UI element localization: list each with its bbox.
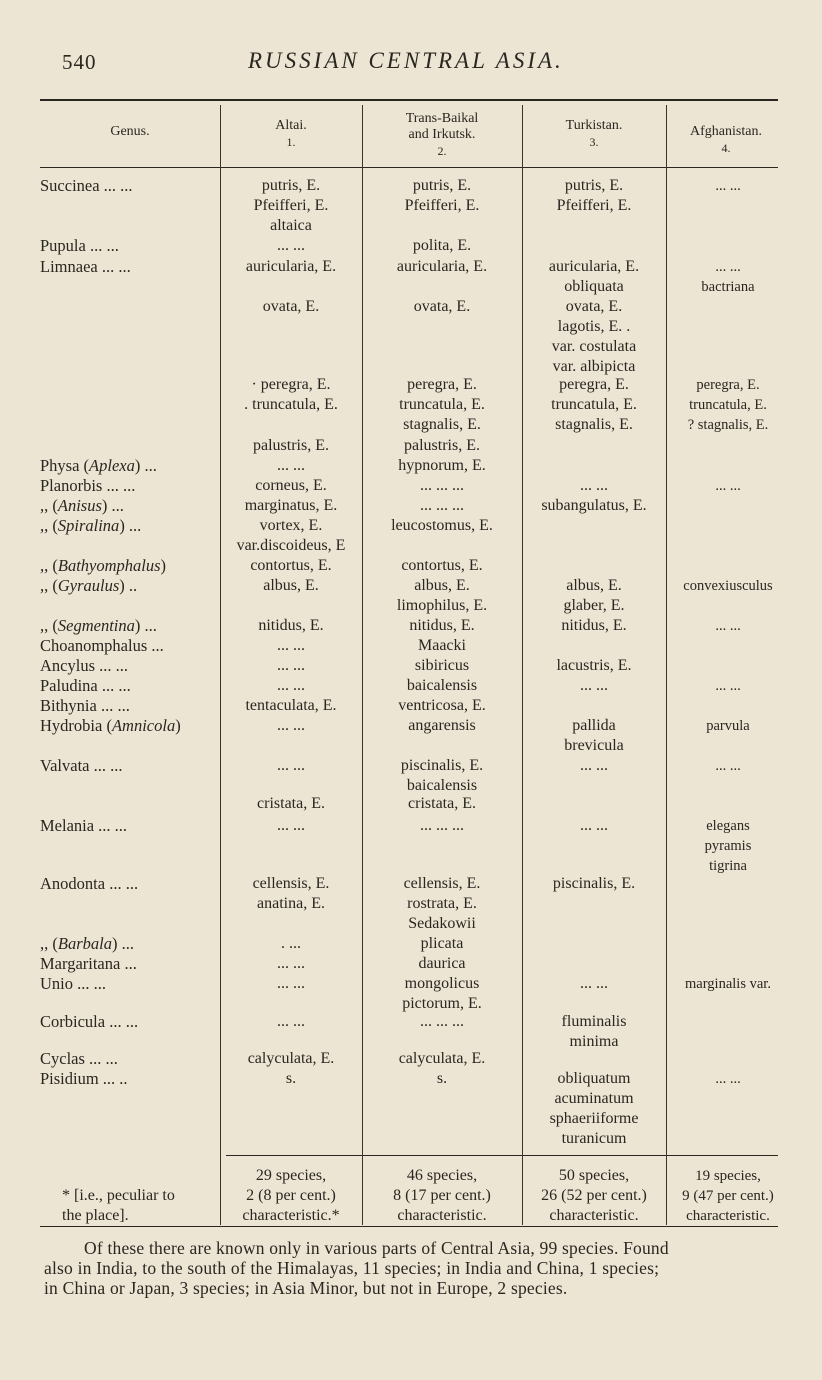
genus-label: ,, (Segmentina) ... xyxy=(40,616,157,635)
cell-transbaikal: leucostomus, E. xyxy=(391,517,493,534)
cell-altai: contortus, E. xyxy=(250,557,332,574)
cell-altai: ... ... xyxy=(277,637,305,654)
cell-transbaikal: ... ... ... xyxy=(420,817,464,834)
cell-afghanistan: ... ... xyxy=(715,618,741,634)
totals-top-rule xyxy=(226,1155,778,1156)
genus-label: ,, (Anisus) ... xyxy=(40,496,124,515)
cell-turkistan: obliquatum acuminatum sphaeriiforme turanicum xyxy=(549,1070,639,1147)
cell-altai: ovata, E. xyxy=(262,298,320,315)
cell-turkistan: albus, E. glaber, E. xyxy=(563,577,625,614)
table-bottom-rule xyxy=(40,1226,778,1227)
cell-turkistan: ... ... xyxy=(580,477,608,494)
cell-transbaikal: albus, E. limophilus, E. xyxy=(396,577,488,614)
cell-altai: putris, E. Pfeifferi, E. altaica xyxy=(253,177,329,234)
genus-label: Corbicula ... ... xyxy=(40,1012,139,1031)
cell-turkistan: pallida brevicula xyxy=(564,717,624,754)
subgenus-name: Barbala xyxy=(57,934,112,953)
cell-transbaikal: ... ... ... xyxy=(420,1013,464,1030)
summary-line-1: Of these there are known only in various parts of Central Asia, 99 species. Found xyxy=(84,1238,669,1258)
header-afghanistan-label: Afghanistan. xyxy=(690,124,762,139)
cell-altai: ... ... xyxy=(277,1013,305,1030)
genus-label: Melania ... ... xyxy=(40,816,128,835)
cell-turkistan: ... ... xyxy=(580,677,608,694)
cell-afghanistan: marginalis var. xyxy=(685,976,771,992)
cell-transbaikal: piscinalis, E. baicalensis xyxy=(400,757,484,794)
subgenus-name: Bathyomphalus xyxy=(57,556,161,575)
page-header xyxy=(62,50,782,90)
cell-afghanistan: ... ... bactriana xyxy=(701,259,755,295)
summary-line-3: in China or Japan, 3 species; in Asia Minor, but not in Europe, 2 species. xyxy=(44,1278,568,1298)
cell-altai: vortex, E. var.discoideus, E xyxy=(236,517,346,554)
cell-transbaikal: daurica xyxy=(418,955,466,972)
cell-turkistan: piscinalis, E. xyxy=(552,875,636,892)
genus-label: Ancylus ... ... xyxy=(40,656,128,675)
cell-altai: ... ... xyxy=(277,955,305,972)
cell-altai: ... ... xyxy=(277,975,305,992)
table-top-rule xyxy=(40,99,778,101)
header-turkistan-num: 3. xyxy=(589,135,599,149)
cell-altai: ... ... xyxy=(277,657,305,674)
cell-afghanistan: elegans pyramis tigrina xyxy=(704,818,752,874)
genus-label: Margaritana ... xyxy=(40,954,137,973)
genus-label: Choanomphalus ... xyxy=(40,636,164,655)
cell-transbaikal: Maacki xyxy=(418,637,466,654)
cell-altai: cellensis, E. anatina, E. xyxy=(252,875,330,912)
cell-transbaikal: cristata, E. xyxy=(408,795,476,812)
header-altai-num: 1. xyxy=(286,135,296,149)
cell-turkistan: ovata, E. lagotis, E. . var. costulata var. albipicta xyxy=(551,298,637,375)
genus-label: Limnaea ... ... xyxy=(40,257,131,276)
header-afghanistan-num: 4. xyxy=(721,141,731,155)
genus-label: Paludina ... ... xyxy=(40,676,131,695)
header-genus xyxy=(40,124,220,140)
cell-altai: s. xyxy=(285,1070,297,1087)
cell-turkistan: auricularia, E. obliquata xyxy=(548,258,640,295)
cell-altai: ... ... xyxy=(277,757,305,774)
cell-transbaikal: angarensis xyxy=(408,717,476,734)
genus-label: Unio ... ... xyxy=(40,974,106,993)
cell-afghanistan: parvula xyxy=(706,718,750,734)
cell-transbaikal: cellensis, E. rostrata, E. Sedakowii xyxy=(403,875,481,932)
genus-label: Succinea ... ... xyxy=(40,176,133,195)
cell-altai: auricularia, E. xyxy=(245,258,337,275)
page-number: 540 xyxy=(62,50,97,74)
cell-altai: corneus, E. xyxy=(255,477,327,494)
cell-turkistan: subangulatus, E. xyxy=(541,497,647,514)
subgenus-name: Spiralina xyxy=(57,516,120,535)
totals-afghanistan: 19 species, 9 (47 per cent.) characteristic. xyxy=(682,1168,774,1224)
genus-label: Planorbis ... ... xyxy=(40,476,136,495)
header-altai-label: Altai. xyxy=(275,118,307,133)
cell-altai: · peregra, E. . truncatula, E. xyxy=(244,376,338,413)
genus-label: ,, (Gyraulus) .. xyxy=(40,576,138,595)
cell-transbaikal: baicalensis xyxy=(406,677,478,694)
cell-altai: nitidus, E. xyxy=(258,617,324,634)
cell-afghanistan: convexiusculus xyxy=(683,578,773,594)
cell-altai: ... ... xyxy=(277,457,305,474)
cell-altai: ... ... xyxy=(277,677,305,694)
header-transbaikal-line1: Trans-Baikal xyxy=(405,111,479,126)
cell-altai: tentaculata, E. xyxy=(245,697,337,714)
cell-afghanistan: peregra, E. truncatula, E. ? stagnalis, E. xyxy=(687,377,769,433)
cell-turkistan: lacustris, E. xyxy=(556,657,632,674)
genus-label: Cyclas ... ... xyxy=(40,1049,118,1068)
header-transbaikal-num: 2. xyxy=(437,144,447,158)
cell-transbaikal: calyculata, E. xyxy=(398,1050,486,1067)
cell-transbaikal: auricularia, E. xyxy=(396,258,488,275)
cell-altai: marginatus, E. xyxy=(244,497,338,514)
genus-label: Valvata ... ... xyxy=(40,756,123,775)
cell-afghanistan: ... ... xyxy=(715,758,741,774)
cell-turkistan: ... ... xyxy=(580,757,608,774)
header-afghanistan xyxy=(666,124,786,156)
totals-altai: 29 species, 2 (8 per cent.) characteristic.* xyxy=(242,1167,340,1224)
header-turkistan-label: Turkistan. xyxy=(565,118,623,133)
genus-label: Pupula ... ... xyxy=(40,236,119,255)
header-genus-label: Genus. xyxy=(110,124,150,139)
genus-label: Hydrobia (Amnicola) xyxy=(40,716,181,735)
genus-label: Anodonta ... ... xyxy=(40,874,139,893)
cell-transbaikal: sibiricus xyxy=(414,657,470,674)
cell-altai: cristata, E. xyxy=(257,795,325,812)
cell-transbaikal: mongolicus pictorum, E. xyxy=(402,975,482,1012)
subgenus-name: Aplexa xyxy=(89,456,135,475)
cell-altai: palustris, E. xyxy=(253,437,329,454)
genus-label: ,, (Spiralina) ... xyxy=(40,516,142,535)
subgenus-name: Segmentina xyxy=(57,616,135,635)
cell-transbaikal: ... ... ... xyxy=(420,497,464,514)
cell-afghanistan: ... ... xyxy=(715,1071,741,1087)
cell-transbaikal: plicata xyxy=(420,935,464,952)
header-transbaikal xyxy=(362,111,522,159)
genus-label: Pisidium ... .. xyxy=(40,1069,128,1088)
header-bottom-rule xyxy=(40,167,778,168)
cell-transbaikal: ventricosa, E. xyxy=(398,697,486,714)
header-transbaikal-line2: and Irkutsk. xyxy=(408,127,476,142)
cell-afghanistan: ... ... xyxy=(715,678,741,694)
cell-transbaikal: nitidus, E. xyxy=(409,617,475,634)
summary-line-2: also in India, to the south of the Himalayas, 11 species; in India and China, 1 species; xyxy=(44,1258,660,1278)
totals-turkistan: 50 species, 26 (52 per cent.) characteristic. xyxy=(541,1167,647,1224)
subgenus-name: Anisus xyxy=(57,496,102,515)
genus-label: ,, (Barbala) ... xyxy=(40,934,134,953)
genus-label: Bithynia ... ... xyxy=(40,696,130,715)
cell-altai: calyculata, E. xyxy=(247,1050,335,1067)
subgenus-name: Gyraulus xyxy=(57,576,120,595)
cell-afghanistan: ... ... xyxy=(715,178,741,194)
cell-transbaikal: polita, E. xyxy=(412,237,472,254)
cell-turkistan: nitidus, E. xyxy=(561,617,627,634)
cell-transbaikal: palustris, E. xyxy=(404,437,480,454)
cell-turkistan: ... ... xyxy=(580,975,608,992)
cell-transbaikal: putris, E. Pfeifferi, E. xyxy=(404,177,480,214)
totals-footnote: * [i.e., peculiar to the place]. xyxy=(62,1187,175,1224)
cell-transbaikal: peregra, E. truncatula, E. stagnalis, E. xyxy=(399,376,485,433)
running-title: RUSSIAN CENTRAL ASIA. xyxy=(248,48,564,73)
cell-altai: . ... xyxy=(281,935,301,952)
cell-altai: albus, E. xyxy=(263,577,319,594)
summary-paragraph xyxy=(44,1238,774,1298)
cell-afghanistan: ... ... xyxy=(715,478,741,494)
cell-transbaikal: ... ... ... xyxy=(420,477,464,494)
totals-transbaikal: 46 species, 8 (17 per cent.) characteristic. xyxy=(393,1167,491,1224)
genus-label: Physa (Aplexa) ... xyxy=(40,456,157,475)
cell-transbaikal: ovata, E. xyxy=(413,298,471,315)
header-turkistan xyxy=(522,118,666,150)
genus-label: ,, (Bathyomphalus) xyxy=(40,556,167,575)
cell-turkistan: fluminalis minima xyxy=(561,1013,627,1050)
cell-transbaikal: s. xyxy=(436,1070,448,1087)
cell-altai: ... ... xyxy=(277,817,305,834)
subgenus-name: Amnicola xyxy=(111,716,176,735)
cell-altai: ... ... xyxy=(277,717,305,734)
header-altai xyxy=(220,118,362,150)
cell-turkistan: peregra, E. truncatula, E. stagnalis, E. xyxy=(551,376,637,433)
cell-transbaikal: contortus, E. xyxy=(401,557,483,574)
cell-turkistan: ... ... xyxy=(580,817,608,834)
cell-altai: ... ... xyxy=(277,237,305,254)
cell-transbaikal: hypnorum, E. xyxy=(398,457,486,474)
cell-turkistan: putris, E. Pfeifferi, E. xyxy=(556,177,632,214)
